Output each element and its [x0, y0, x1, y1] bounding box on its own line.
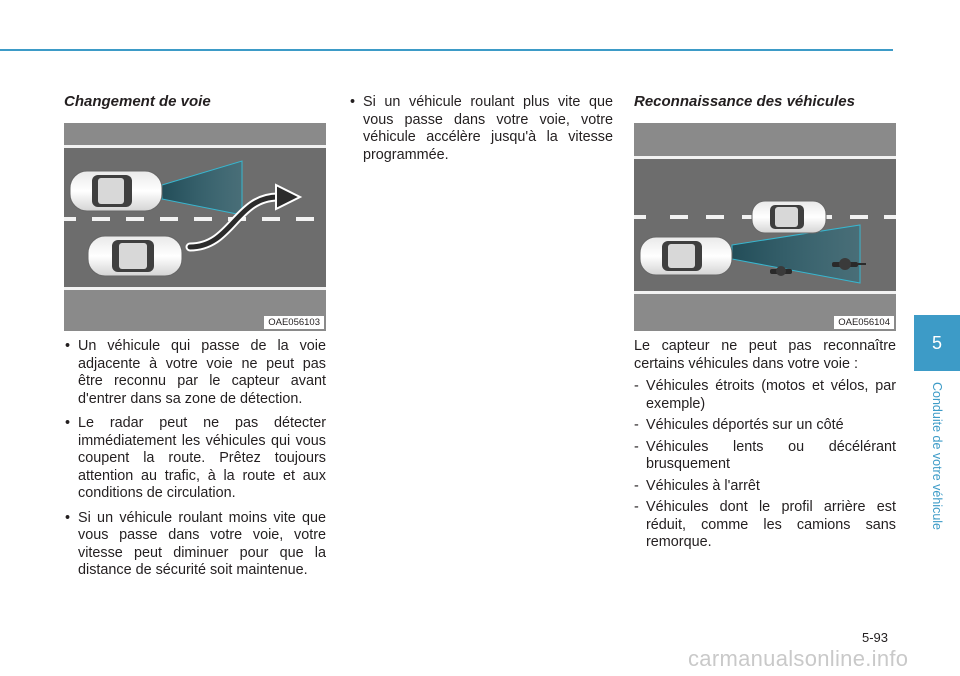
right-text-column: [634, 338, 896, 556]
list-item: • Si un véhicule roulant moins vite que vous passe dans votre voie, votre vitesse peut diminuer pour que la distance de sécurité soit maintenue.: [64, 510, 326, 580]
own-vehicle: [70, 171, 162, 211]
section-heading-lane-change: Changement de voie: [64, 93, 211, 110]
list-item: • Si un véhicule roulant plus vite que vous passe dans votre voie, votre véhicule accélère jusqu'à la vitesse programmée.: [349, 94, 613, 164]
chapter-tab: 5: [914, 315, 960, 371]
list-item: • Le radar peut ne pas détecter immédiatement les véhicules qui vous coupent la route. Prêtez toujours attention au trafic, à la route et aux conditions de circulation.: [64, 415, 326, 503]
list-item: - Véhicules lents ou décélérant brusquement: [634, 439, 896, 474]
list-item: - Véhicules à l'arrêt: [634, 478, 896, 496]
lane-vehicle: [752, 201, 826, 233]
left-text-column: [64, 338, 326, 587]
intro-paragraph: Le capteur ne peut pas reconnaître certains véhicules dans votre voie :: [634, 338, 896, 372]
page-number: 5-93: [862, 630, 889, 645]
cutting-in-vehicle: [88, 236, 182, 276]
own-vehicle: [640, 237, 732, 275]
lane-change-illustration: [64, 123, 326, 331]
section-heading-vehicle-recognition: Reconnaissance des véhicules: [634, 93, 855, 110]
list-item: • Un véhicule qui passe de la voie adjacente à votre voie ne peut pas être reconnu par le capteur avant d'entrer dans sa zone de détection.: [64, 338, 326, 408]
middle-text-column: [349, 94, 613, 171]
vehicle-recognition-illustration: [634, 123, 896, 331]
list-item: - Véhicules dont le profil arrière est réduit, comme les camions sans remorque.: [634, 499, 896, 552]
chapter-title: Conduite de votre véhicule: [930, 381, 944, 531]
list-item: - Véhicules étroits (motos et vélos, par exemple): [634, 378, 896, 413]
list-item: - Véhicules déportés sur un côté: [634, 417, 896, 435]
header-rule: [0, 49, 893, 51]
figure-code: OAE056103: [264, 316, 324, 329]
watermark: carmanualsonline.info: [688, 646, 909, 671]
figure-code: OAE056104: [834, 316, 894, 329]
